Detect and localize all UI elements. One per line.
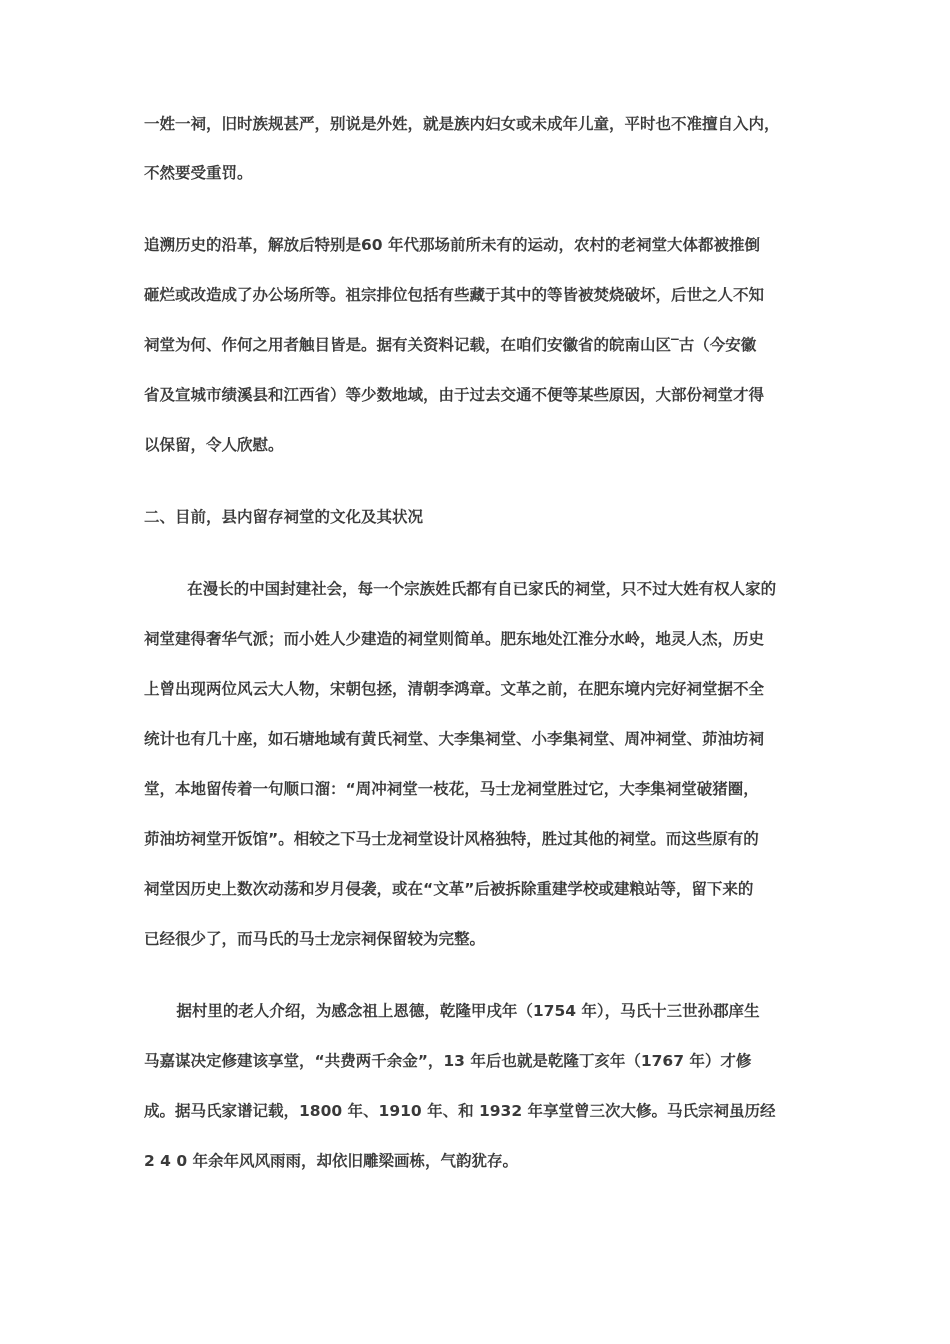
paragraph-1-line-2: 不然要受重罚。 xyxy=(144,164,253,182)
paragraph-2-line-3: 祠堂为何、作何之用者触目皆是。据有关资料记载，在咱们安徽省的皖南山区‾古（今安徽 xyxy=(144,336,757,354)
paragraph-5-line-1: 据村里的老人介绍，为感念祖上恩德，乾隆甲戌年（1754 年），马氏十三世孙郡庠生 xyxy=(144,1002,760,1020)
paragraph-2-line-4: 省及宣城市绩溪县和江西省）等少数地域，由于过去交通不便等某些原因，大部份祠堂才得 xyxy=(144,386,765,404)
paragraph-4-line-6: 茆油坊祠堂开饭馆”。相较之下马士龙祠堂设计风格独特，胜过其他的祠堂。而这些原有的 xyxy=(144,830,759,848)
section-heading: 二、目前，县内留存祠堂的文化及其状况 xyxy=(144,508,424,526)
paragraph-5-line-2: 马嘉谋决定修建该享堂，“共费两千余金”，13 年后也就是乾隆丁亥年（1767 年）才修 xyxy=(144,1052,752,1070)
paragraph-1-line-1: 一姓一祠，旧时族规甚严，别说是外姓，就是族内妇女或未成年儿童，平时也不准擅自入内， xyxy=(144,115,780,133)
paragraph-4-line-2: 祠堂建得奢华气派；而小姓人少建造的祠堂则简单。肥东地处江淮分水岭，地灵人杰，历史 xyxy=(144,630,765,648)
paragraph-4-line-7: 祠堂因历史上数次动荡和岁月侵袭，或在“文革”后被拆除重建学校或建粮站等，留下来的 xyxy=(144,880,754,898)
paragraph-5-line-4: 2 4 0 年余年风风雨雨，却依旧雕梁画栋，气韵犹存。 xyxy=(144,1152,519,1170)
paragraph-4-line-5: 堂，本地留传着一句顺口溜：“周冲祠堂一枝花，马士龙祠堂胜过它，大李集祠堂破猪圈， xyxy=(144,780,759,798)
paragraph-2-line-5: 以保留，令人欣慰。 xyxy=(144,436,284,454)
paragraph-4-line-1: 在漫长的中国封建社会，每一个宗族姓氏都有自已家氏的祠堂，只不过大姓有权人家的 xyxy=(144,580,777,598)
paragraph-4-line-3: 上曾出现两位风云大人物，宋朝包拯，清朝李鸿章。文革之前，在肥东境内完好祠堂据不全 xyxy=(144,680,765,698)
paragraph-2-line-1: 追溯历史的沿革，解放后特别是60 年代那场前所未有的运动，农村的老祠堂大体都被推倒 xyxy=(144,236,760,254)
paragraph-4-line-4: 统计也有几十座，如石塘地域有黄氏祠堂、大李集祠堂、小李集祠堂、周冲祠堂、茆油坊祠 xyxy=(144,730,765,748)
paragraph-5-line-3: 成。据马氏家谱记载，1800 年、1910 年、和 1932 年享堂曾三次大修。马氏宗祠虽历经 xyxy=(144,1102,776,1120)
paragraph-2-line-2: 砸烂或改造成了办公场所等。祖宗排位包括有些藏于其中的等皆被焚烧破坏，后世之人不知 xyxy=(144,286,765,304)
paragraph-4-line-8: 已经很少了，而马氏的马士龙宗祠保留较为完整。 xyxy=(144,930,486,948)
